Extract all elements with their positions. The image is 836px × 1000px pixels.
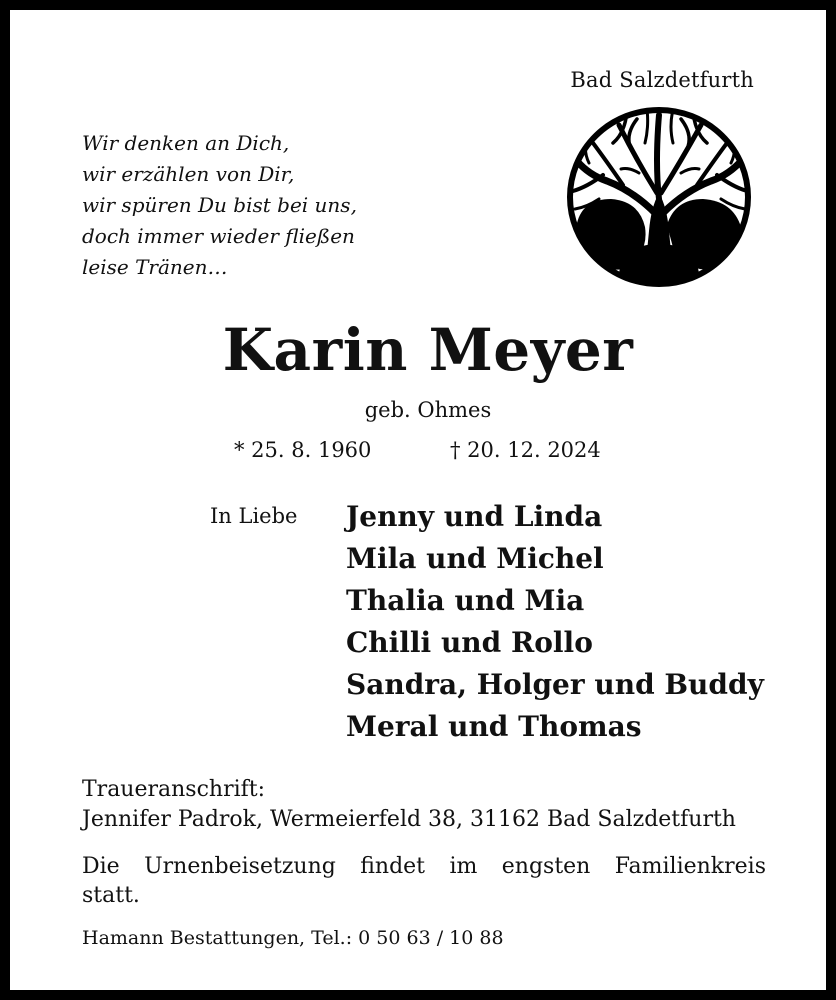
birth-date: * 25. 8. 1960: [234, 438, 372, 462]
tree-of-life-icon: [563, 103, 755, 291]
mourner-entry: Jenny und Linda: [346, 500, 603, 533]
deceased-name: Karin Meyer: [222, 316, 634, 384]
mourner-entry: Sandra, Holger und Buddy: [346, 668, 764, 701]
mourner-entry: Meral und Thomas: [346, 710, 642, 743]
in-love-label: In Liebe: [210, 504, 298, 528]
poem-line: wir erzählen von Dir,: [82, 162, 295, 186]
undertaker-contact: Hamann Bestattungen, Tel.: 0 50 63 / 10 88: [82, 927, 504, 949]
mourner-entry: Mila und Michel: [346, 542, 604, 575]
mourners-list: [346, 496, 764, 748]
burial-note: Die Urnenbeisetzung findet im engsten Familienkreis statt.: [82, 854, 766, 908]
mourner-entry: Thalia und Mia: [346, 584, 585, 617]
address-label: Traueranschrift:: [82, 777, 266, 802]
poem-line: doch immer wieder fließen: [82, 224, 355, 248]
place-name: Bad Salzdetfurth: [570, 68, 754, 92]
poem-line: leise Tränen…: [82, 255, 228, 279]
poem-line: Wir denken an Dich,: [82, 131, 290, 155]
mourner-entry: Chilli und Rollo: [346, 626, 593, 659]
poem-line: wir spüren Du bist bei uns,: [82, 193, 357, 217]
poem: [82, 128, 357, 283]
death-date: † 20. 12. 2024: [450, 438, 601, 462]
birth-name: geb. Ohmes: [364, 398, 492, 422]
mourning-address: [82, 775, 736, 835]
address-text: Jennifer Padrok, Wermeierfeld 38, 31162 Bad Salzdetfurth: [82, 807, 736, 832]
